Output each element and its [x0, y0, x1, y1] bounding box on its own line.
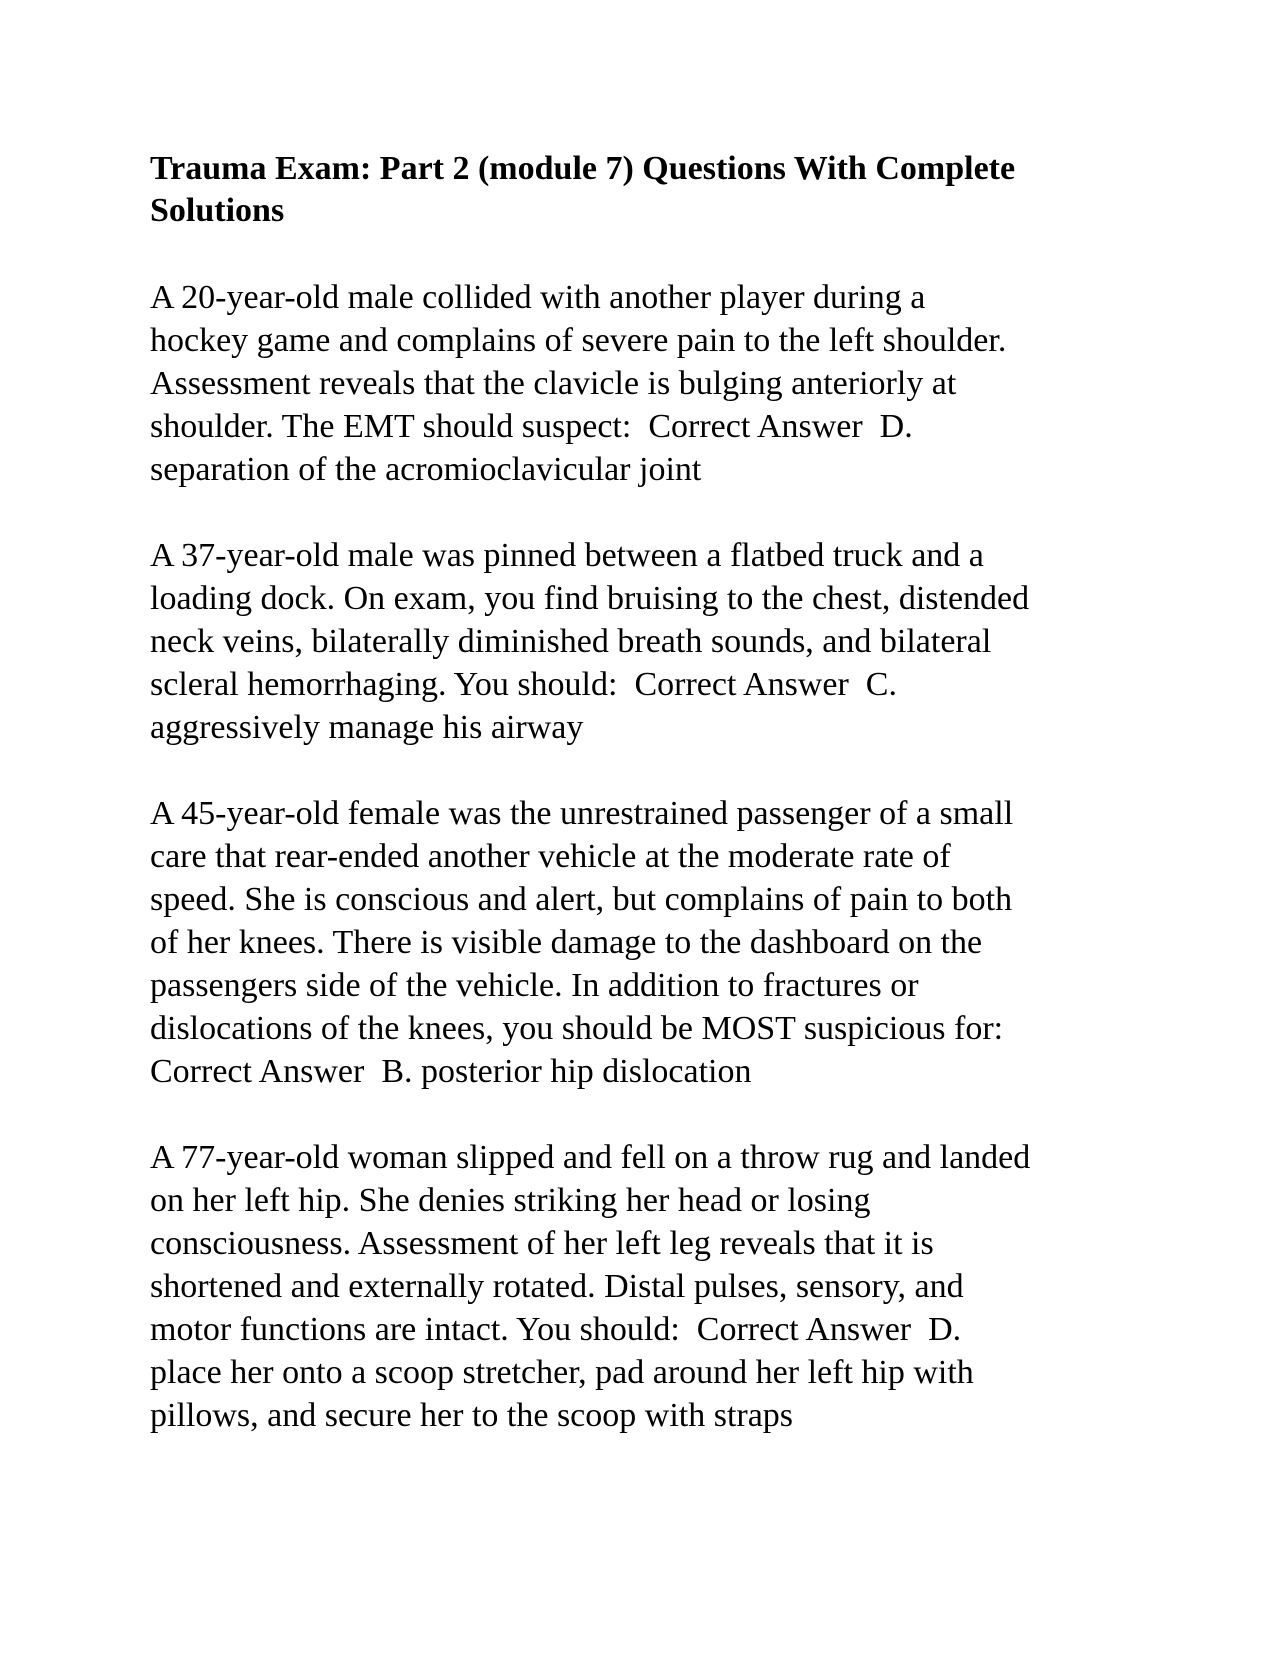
question-line: A 20-year-old male collided with another player during a	[150, 279, 926, 316]
question-line: place her onto a scoop stretcher, pad around her left hip with	[150, 1354, 974, 1391]
question-line: care that rear-ended another vehicle at the moderate rate of	[150, 838, 951, 875]
question-line: passengers side of the vehicle. In addition to fractures or	[150, 967, 919, 1004]
question-line: Assessment reveals that the clavicle is bulging anteriorly at	[150, 365, 957, 402]
question-2	[150, 534, 1150, 749]
question-line: on her left hip. She denies striking her head or losing	[150, 1182, 871, 1219]
question-line: of her knees. There is visible damage to the dashboard on the	[150, 924, 983, 961]
question-line: Correct Answer B. posterior hip dislocation	[150, 1053, 752, 1090]
question-3	[150, 792, 1150, 1093]
title-line: Solutions	[150, 192, 285, 229]
question-line: shoulder. The EMT should suspect: Correct Answer D.	[150, 408, 913, 445]
question-line: aggressively manage his airway	[150, 709, 584, 746]
question-line: shortened and externally rotated. Distal pulses, sensory, and	[150, 1268, 964, 1305]
question-line: scleral hemorrhaging. You should: Correct Answer C.	[150, 666, 897, 703]
title-line: Trauma Exam: Part 2 (module 7) Questions With Complete	[150, 150, 1016, 187]
question-line: dislocations of the knees, you should be MOST suspicious for:	[150, 1010, 1004, 1047]
document-title	[150, 148, 1150, 232]
question-4	[150, 1136, 1150, 1437]
question-line: neck veins, bilaterally diminished breath sounds, and bilateral	[150, 623, 992, 660]
question-line: A 45-year-old female was the unrestrained passenger of a small	[150, 795, 1014, 832]
question-line: separation of the acromioclavicular joint	[150, 451, 702, 488]
question-line: A 37-year-old male was pinned between a flatbed truck and a	[150, 537, 984, 574]
question-line: hockey game and complains of severe pain to the left shoulder.	[150, 322, 1007, 359]
question-1	[150, 276, 1150, 491]
question-line: speed. She is conscious and alert, but complains of pain to both	[150, 881, 1013, 918]
question-line: A 77-year-old woman slipped and fell on a throw rug and landed	[150, 1139, 1031, 1176]
question-line: consciousness. Assessment of her left leg reveals that it is	[150, 1225, 934, 1262]
question-line: loading dock. On exam, you find bruising to the chest, distended	[150, 580, 1030, 617]
document-page	[150, 148, 1150, 1480]
question-line: motor functions are intact. You should: Correct Answer D.	[150, 1311, 962, 1348]
question-line: pillows, and secure her to the scoop with straps	[150, 1397, 794, 1434]
